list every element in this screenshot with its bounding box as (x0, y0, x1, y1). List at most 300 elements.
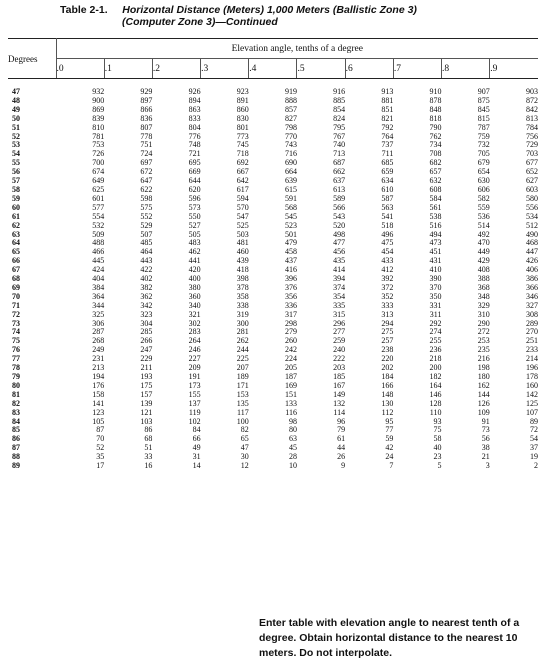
distance-cell: 348 (477, 291, 490, 301)
distance-cell: 233 (526, 345, 538, 355)
degree-cell: 55 (12, 158, 20, 168)
distance-cell: 751 (140, 140, 153, 150)
distance-cell: 523 (284, 220, 297, 230)
distance-cell: 107 (526, 407, 538, 417)
distance-cell: 807 (140, 122, 153, 132)
table-row (8, 293, 538, 302)
distance-cell: 770 (284, 131, 297, 141)
distance-cell: 810 (92, 122, 105, 132)
distance-cell: 563 (381, 202, 394, 212)
distance-cell: 310 (477, 309, 490, 319)
distance-cell: 87 (96, 425, 105, 435)
distance-cell: 287 (92, 327, 105, 337)
degree-cell: 47 (12, 87, 20, 96)
distance-cell: 123 (92, 407, 105, 417)
distance-cell: 209 (188, 363, 201, 373)
distance-cell: 479 (284, 238, 297, 248)
distance-cell: 56 (481, 434, 490, 444)
distance-cell: 669 (188, 167, 201, 177)
degree-cell: 57 (12, 176, 20, 186)
distance-cell: 726 (92, 149, 105, 159)
degree-cell: 69 (12, 282, 20, 292)
distance-cell: 863 (188, 104, 201, 114)
degree-cell: 54 (12, 149, 20, 159)
distance-cell: 470 (477, 238, 490, 248)
distance-cell: 690 (284, 158, 297, 168)
table-row (8, 222, 538, 231)
distance-cell: 692 (236, 158, 249, 168)
distance-cell: 264 (188, 336, 201, 346)
distance-cell: 505 (188, 229, 201, 239)
distance-cell: 900 (92, 95, 105, 105)
distance-cell: 290 (477, 318, 490, 328)
distance-cell: 404 (92, 274, 105, 284)
distance-cell: 84 (192, 425, 201, 435)
distance-cell: 426 (526, 256, 538, 266)
tenth-header-cell: .6 (345, 59, 393, 79)
degree-cell: 67 (12, 265, 20, 275)
distance-cell: 2 (534, 461, 538, 471)
table-row (8, 133, 538, 142)
distance-cell: 422 (140, 265, 153, 275)
distance-cell: 408 (477, 265, 490, 275)
distance-cell: 229 (140, 354, 153, 364)
distance-cell: 767 (333, 131, 346, 141)
distance-cell: 390 (429, 274, 442, 284)
distance-cell: 194 (92, 372, 105, 381)
distance-cell: 329 (477, 300, 490, 310)
distance-cell: 400 (188, 274, 201, 284)
distance-cell: 242 (284, 345, 297, 355)
distance-cell: 518 (381, 220, 394, 230)
distance-cell: 342 (140, 300, 153, 310)
table-row (8, 141, 538, 150)
distance-cell: 380 (188, 282, 201, 292)
distance-cell: 139 (140, 398, 153, 408)
distance-cell: 913 (381, 87, 394, 96)
distance-cell: 98 (288, 416, 297, 426)
distance-cell: 462 (188, 247, 201, 257)
distance-cell: 205 (284, 363, 297, 373)
distance-cell: 175 (140, 380, 153, 390)
table-row (8, 355, 538, 364)
distance-cell: 5 (437, 461, 442, 471)
distance-cell: 133 (284, 398, 297, 408)
distance-cell: 703 (526, 149, 538, 159)
distance-cell: 7 (389, 461, 394, 471)
distance-cell: 860 (236, 104, 249, 114)
distance-cell: 317 (284, 309, 297, 319)
distance-cell: 552 (140, 211, 153, 221)
table-row (8, 266, 538, 275)
distance-cell: 903 (526, 87, 538, 96)
distance-cell: 66 (192, 434, 201, 444)
distance-cell: 410 (429, 265, 442, 275)
table-row (8, 124, 538, 133)
distance-cell: 100 (236, 416, 249, 426)
distance-cell: 606 (477, 184, 490, 194)
table-row (8, 79, 538, 97)
distance-cell: 394 (333, 274, 346, 284)
distance-cell: 294 (381, 318, 394, 328)
distance-cell: 907 (477, 87, 490, 96)
distance-cell: 603 (526, 184, 538, 194)
distance-cell: 196 (526, 363, 538, 373)
distance-cell: 494 (429, 229, 442, 239)
distance-cell: 40 (433, 443, 442, 453)
distance-cell: 667 (236, 167, 249, 177)
distance-cell: 306 (92, 318, 105, 328)
distance-cell: 891 (236, 95, 249, 105)
distance-cell: 801 (236, 122, 249, 132)
distance-cell: 615 (284, 184, 297, 194)
distance-cell: 644 (188, 176, 201, 186)
distance-cell: 321 (188, 309, 201, 319)
distance-cell: 632 (429, 176, 442, 186)
degree-cell: 85 (12, 425, 20, 435)
distance-cell: 412 (381, 265, 394, 275)
distance-cell: 346 (526, 291, 538, 301)
distance-cell: 854 (333, 104, 346, 114)
distance-cell: 65 (240, 434, 249, 444)
distance-cell: 573 (188, 202, 201, 212)
distance-cell: 532 (92, 220, 105, 230)
distance-cell: 247 (140, 345, 153, 355)
degree-cell: 89 (12, 461, 20, 471)
distance-cell: 227 (188, 354, 201, 364)
distance-cell: 38 (481, 443, 490, 453)
distance-cell: 302 (188, 318, 201, 328)
distance-cell: 350 (429, 291, 442, 301)
degree-cell: 76 (12, 345, 20, 355)
distance-cell: 897 (140, 95, 153, 105)
distance-cell: 737 (381, 140, 394, 150)
table-row (8, 418, 538, 427)
tenth-header-cell: .1 (104, 59, 152, 79)
distance-cell: 839 (92, 113, 105, 123)
distance-cell: 251 (526, 336, 538, 346)
distance-cell: 759 (477, 131, 490, 141)
table-row (8, 239, 538, 248)
tenth-header-cell: .9 (490, 59, 538, 79)
distance-cell: 456 (333, 247, 346, 257)
distance-cell: 89 (530, 416, 538, 426)
distance-cell: 833 (188, 113, 201, 123)
degree-cell: 77 (12, 354, 20, 364)
distance-cell: 162 (477, 380, 490, 390)
distance-cell: 622 (140, 184, 153, 194)
distance-cell: 584 (429, 193, 442, 203)
distance-cell: 836 (140, 113, 153, 123)
distance-cell: 105 (92, 416, 105, 426)
distance-cell: 203 (333, 363, 346, 373)
distance-cell: 388 (477, 274, 490, 284)
table-row (8, 435, 538, 444)
distance-cell: 93 (433, 416, 442, 426)
distance-cell: 589 (333, 193, 346, 203)
note-line-1: Enter table with elevation angle to nearest tenth of a (259, 617, 520, 629)
distance-cell: 158 (92, 389, 105, 399)
distance-cell: 224 (284, 354, 297, 364)
distance-cell: 439 (236, 256, 249, 266)
distance-cell: 781 (92, 131, 105, 141)
distance-cell: 95 (385, 416, 394, 426)
note-line-3: meters. Do not interpolate. (259, 647, 393, 659)
distance-cell: 748 (188, 140, 201, 150)
horizontal-distance-table (8, 38, 538, 471)
distance-cell: 625 (92, 184, 105, 194)
distance-cell: 198 (477, 363, 490, 373)
distance-cell: 42 (385, 443, 394, 453)
table-row (8, 213, 538, 222)
distance-cell: 366 (526, 282, 538, 292)
distance-cell: 460 (236, 247, 249, 257)
distance-cell: 216 (477, 354, 490, 364)
distance-cell: 26 (337, 452, 346, 462)
distance-cell: 919 (284, 87, 297, 96)
distance-cell: 449 (477, 247, 490, 257)
distance-cell: 323 (140, 309, 153, 319)
table-title: Horizontal Distance (Meters) 1,000 Meters (Ballistic Zone 3) (122, 4, 417, 16)
degree-cell: 78 (12, 363, 20, 373)
distance-cell: 842 (526, 104, 538, 114)
distance-cell: 358 (236, 291, 249, 301)
distance-cell: 554 (92, 211, 105, 221)
distance-cell: 764 (381, 131, 394, 141)
distance-cell: 260 (284, 336, 297, 346)
distance-cell: 830 (236, 113, 249, 123)
distance-cell: 151 (284, 389, 297, 399)
tenth-header-cell: .0 (56, 59, 104, 79)
distance-cell: 543 (333, 211, 346, 221)
distance-cell: 327 (526, 300, 538, 310)
distance-cell: 12 (240, 461, 249, 471)
distance-cell: 441 (188, 256, 201, 266)
distance-cell: 257 (381, 336, 394, 346)
distance-cell: 582 (477, 193, 490, 203)
distance-cell: 598 (140, 193, 153, 203)
distance-cell: 447 (526, 247, 538, 257)
distance-cell: 386 (526, 274, 538, 284)
degree-cell: 83 (12, 407, 20, 417)
degree-cell: 58 (12, 184, 20, 194)
distance-cell: 512 (526, 220, 538, 230)
distance-cell: 682 (429, 158, 442, 168)
degree-cell: 86 (12, 434, 20, 444)
distance-cell: 262 (236, 336, 249, 346)
distance-cell: 773 (236, 131, 249, 141)
distance-cell: 344 (92, 300, 105, 310)
distance-cell: 804 (188, 122, 201, 132)
distance-cell: 649 (92, 176, 105, 186)
distance-cell: 398 (236, 274, 249, 284)
distance-cell: 711 (381, 149, 394, 159)
table-row (8, 248, 538, 257)
distance-cell: 431 (429, 256, 442, 266)
distance-cell: 180 (477, 372, 490, 381)
distance-cell: 274 (429, 327, 442, 337)
distance-cell: 485 (140, 238, 153, 248)
distance-cell: 340 (188, 300, 201, 310)
distance-cell: 137 (188, 398, 201, 408)
distance-cell: 700 (92, 158, 105, 168)
tenth-header-cell: .3 (201, 59, 249, 79)
distance-cell: 169 (284, 380, 297, 390)
distance-cell: 577 (92, 202, 105, 212)
tenths-header-row (8, 59, 538, 79)
table-subtitle: (Computer Zone 3)—Continued (122, 16, 278, 28)
distance-cell: 47 (240, 443, 249, 453)
distance-cell: 492 (477, 229, 490, 239)
distance-cell: 507 (140, 229, 153, 239)
distance-cell: 182 (429, 372, 442, 381)
distance-cell: 211 (140, 363, 153, 373)
usage-note (259, 616, 519, 661)
distance-cell: 869 (92, 104, 105, 114)
degree-cell: 72 (12, 309, 20, 319)
table-row (8, 159, 538, 168)
distance-cell: 743 (284, 140, 297, 150)
degree-cell: 59 (12, 193, 20, 203)
distance-cell: 155 (188, 389, 201, 399)
distance-cell: 311 (429, 309, 442, 319)
distance-cell: 561 (429, 202, 442, 212)
tenth-header-cell: .4 (249, 59, 297, 79)
distance-cell: 246 (188, 345, 201, 355)
table-row (8, 382, 538, 391)
distance-cell: 662 (333, 167, 346, 177)
table-row (8, 177, 538, 186)
distance-cell: 218 (429, 354, 442, 364)
distance-cell: 516 (429, 220, 442, 230)
distance-cell: 283 (188, 327, 201, 337)
distance-cell: 52 (96, 443, 105, 453)
distance-cell: 734 (429, 140, 442, 150)
distance-cell: 333 (381, 300, 394, 310)
distance-cell: 157 (140, 389, 153, 399)
degree-cell: 79 (12, 372, 20, 381)
table-row (8, 320, 538, 329)
distance-cell: 857 (284, 104, 297, 114)
distance-cell: 575 (140, 202, 153, 212)
distance-cell: 677 (526, 158, 538, 168)
distance-cell: 547 (236, 211, 249, 221)
degree-cell: 71 (12, 300, 20, 310)
distance-cell: 664 (284, 167, 297, 177)
distance-cell: 213 (92, 363, 105, 373)
degree-cell: 49 (12, 104, 20, 114)
distance-cell: 378 (236, 282, 249, 292)
distance-cell: 231 (92, 354, 105, 364)
distance-cell: 420 (188, 265, 201, 275)
distance-cell: 587 (381, 193, 394, 203)
tenth-header-cell: .8 (442, 59, 490, 79)
distance-cell: 894 (188, 95, 201, 105)
table-row (8, 409, 538, 418)
degree-cell: 74 (12, 327, 20, 337)
distance-cell: 851 (381, 104, 394, 114)
table-row (8, 275, 538, 284)
distance-cell: 437 (284, 256, 297, 266)
distance-cell: 374 (333, 282, 346, 292)
distance-cell: 596 (188, 193, 201, 203)
distance-cell: 556 (526, 202, 538, 212)
distance-cell: 222 (333, 354, 346, 364)
distance-cell: 778 (140, 131, 153, 141)
table-row (8, 400, 538, 409)
distance-cell: 31 (192, 452, 201, 462)
distance-cell: 9 (341, 461, 346, 471)
distance-cell: 815 (477, 113, 490, 123)
distance-cell: 424 (92, 265, 105, 275)
distance-cell: 91 (481, 416, 490, 426)
distance-cell: 335 (333, 300, 346, 310)
distance-cell: 281 (236, 327, 249, 337)
distance-cell: 620 (188, 184, 201, 194)
distance-cell: 289 (526, 318, 538, 328)
distance-cell: 798 (284, 122, 297, 132)
distance-cell: 75 (433, 425, 442, 435)
table-row (8, 426, 538, 435)
distance-cell: 923 (236, 87, 249, 96)
distance-cell: 178 (526, 372, 538, 381)
distance-cell: 716 (284, 149, 297, 159)
distance-cell: 568 (284, 202, 297, 212)
distance-cell: 481 (236, 238, 249, 248)
distance-cell: 878 (429, 95, 442, 105)
distance-cell: 382 (140, 282, 153, 292)
distance-cell: 338 (236, 300, 249, 310)
distance-cell: 331 (429, 300, 442, 310)
distance-cell: 275 (381, 327, 394, 337)
distance-cell: 72 (530, 425, 538, 435)
distance-cell: 483 (188, 238, 201, 248)
distance-cell: 473 (429, 238, 442, 248)
header-row-top (8, 39, 538, 59)
distance-cell: 376 (284, 282, 297, 292)
distance-cell: 545 (284, 211, 297, 221)
distance-cell: 637 (333, 176, 346, 186)
degree-cell: 53 (12, 140, 20, 150)
degree-cell: 88 (12, 452, 20, 462)
table-row (8, 231, 538, 240)
distance-cell: 827 (284, 113, 297, 123)
distance-cell: 128 (429, 398, 442, 408)
distance-cell: 525 (236, 220, 249, 230)
distance-cell: 724 (140, 149, 153, 159)
distance-cell: 109 (477, 407, 490, 417)
distance-cell: 292 (429, 318, 442, 328)
distance-cell: 416 (284, 265, 297, 275)
degree-cell: 68 (12, 274, 20, 284)
distance-cell: 795 (333, 122, 346, 132)
distance-cell: 19 (530, 452, 538, 462)
distance-cell: 10 (288, 461, 297, 471)
distance-cell: 418 (236, 265, 249, 275)
distance-cell: 916 (333, 87, 346, 96)
distance-cell: 813 (526, 113, 538, 123)
distance-cell: 207 (236, 363, 249, 373)
distance-cell: 240 (333, 345, 346, 355)
distance-cell: 63 (288, 434, 297, 444)
distance-cell: 49 (192, 443, 201, 453)
distance-cell: 402 (140, 274, 153, 284)
distance-cell: 44 (337, 443, 346, 453)
distance-cell: 872 (526, 95, 538, 105)
distance-cell: 845 (477, 104, 490, 114)
degrees-header: Degrees (8, 39, 56, 79)
distance-cell: 639 (284, 176, 297, 186)
